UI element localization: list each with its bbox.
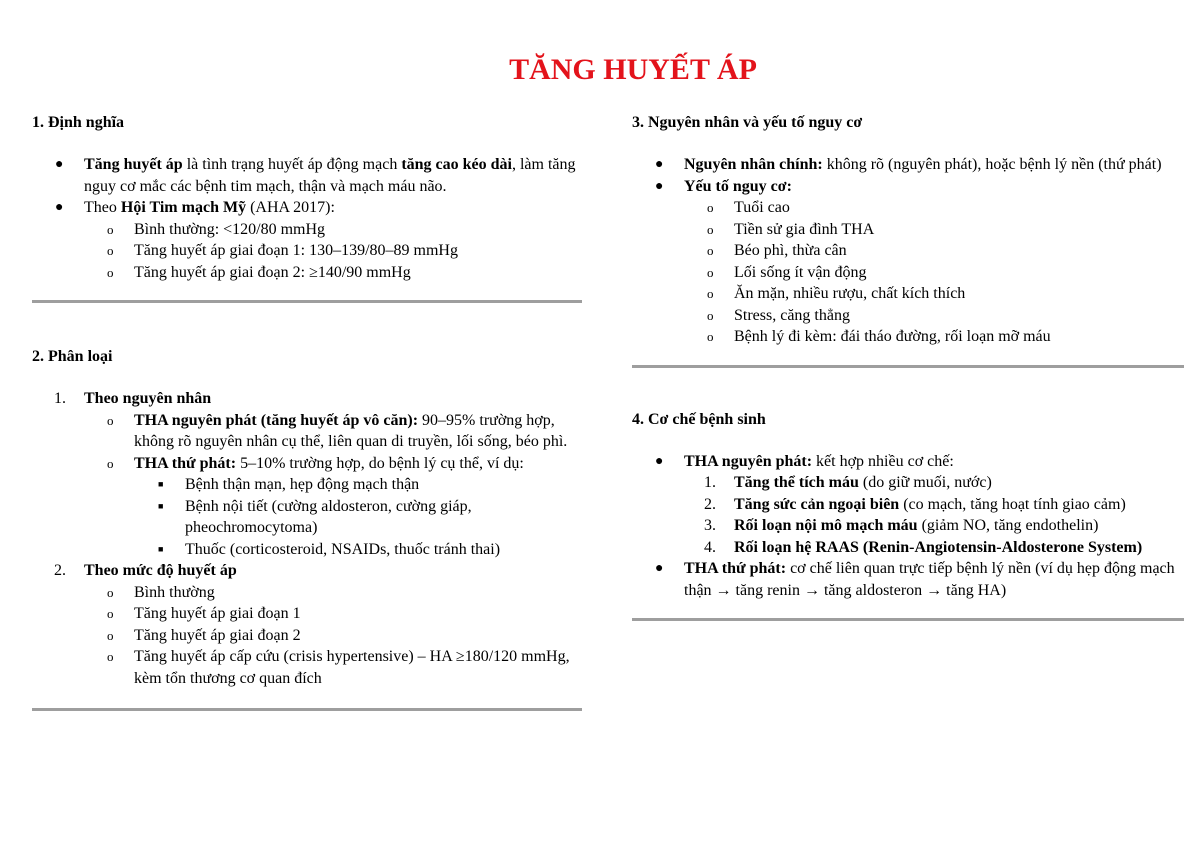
section-divider <box>632 618 1184 621</box>
circle-bullet-icon: o <box>107 264 114 280</box>
section-divider <box>32 708 582 711</box>
square-bullet-icon: ■ <box>158 500 164 511</box>
bullet-icon: ● <box>55 200 64 215</box>
section-divider <box>632 365 1184 368</box>
list-item: o THA thứ phát: 5–10% trường hợp, do bệnh lý cụ thể, ví dụ: <box>32 453 582 475</box>
list-item: o Tăng huyết áp cấp cứu (crisis hypertensive) – HA ≥180/120 mmHg, kèm tổn thương cơ quan đích <box>107 648 570 687</box>
classification-list <box>32 388 582 689</box>
square-bullet-icon: ■ <box>158 479 164 489</box>
bullet-icon: ● <box>55 157 64 172</box>
list-item: o Tiền sử gia đình THA <box>632 219 1184 241</box>
section-divider <box>32 300 582 303</box>
list-item: o Bệnh lý đi kèm: đái tháo đường, rối loạn mỡ máu <box>632 326 1184 348</box>
list-item: o Tăng huyết áp giai đoạn 2 <box>32 625 582 647</box>
list-item: ■ Bệnh nội tiết (cường aldosteron, cường giáp, pheochromocytoma) <box>158 497 472 536</box>
bullet-icon: ● <box>655 157 664 172</box>
list-item: o Stress, căng thẳng <box>632 305 1184 327</box>
circle-bullet-icon: o <box>707 243 714 258</box>
section-pathogenesis <box>632 409 1184 622</box>
list-item: o Tăng huyết áp giai đoạn 1: 130–139/80–89 mmHg <box>32 240 582 262</box>
list-item: ● Yếu tố nguy cơ: <box>632 176 1184 198</box>
circle-bullet-icon: o <box>107 584 114 600</box>
list-item: o Tuổi cao <box>632 197 1184 219</box>
circle-bullet-icon: o <box>707 200 714 215</box>
list-item: o Tăng huyết áp giai đoạn 2: ≥140/90 mmHg <box>32 262 582 284</box>
circle-bullet-icon: o <box>107 649 114 664</box>
list-item: o THA nguyên phát (tăng huyết áp vô căn): 90–95% trường hợp, không rõ nguyên nhân cụ thể, liên quan di truyền, lối sống, béo phì. <box>107 411 568 450</box>
list-item: ● Nguyên nhân chính: không rõ (nguyên phát), hoặc bệnh lý nền (thứ phát) <box>632 154 1184 176</box>
list-item: ■ Thuốc (corticosteroid, NSAIDs, thuốc tránh thai) <box>32 539 582 561</box>
list-item: ■ Bệnh thận mạn, hẹp động mạch thận <box>32 474 582 496</box>
circle-bullet-icon: o <box>107 455 114 471</box>
section-causes <box>632 112 1184 368</box>
list-item: ● THA thứ phát: cơ chế liên quan trực tiếp bệnh lý nền (ví dụ hẹp động mạch thận → tăng renin → tăng aldosteron → tăng HA) <box>655 560 1175 599</box>
section-heading: 1. Định nghĩa <box>32 114 125 131</box>
list-item: o Béo phì, thừa cân <box>632 240 1184 262</box>
circle-bullet-icon: o <box>107 606 114 621</box>
list-item: ● Theo Hội Tim mạch Mỹ (AHA 2017): <box>32 197 582 219</box>
list-item: 2. Tăng sức cản ngoại biên (co mạch, tăng hoạt tính giao cảm) <box>704 495 1126 513</box>
bullet-icon: ● <box>655 178 664 194</box>
list-item: ● Tăng huyết áp là tình trạng huyết áp động mạch tăng cao kéo dài, làm tăng nguy cơ mắc các bệnh tim mạch, thận và mạch máu não. <box>55 156 576 195</box>
list-item: 1. Theo nguyên nhân <box>54 390 212 407</box>
section-definition <box>32 112 582 303</box>
circle-bullet-icon: o <box>707 221 714 237</box>
left-column <box>32 112 582 711</box>
circle-bullet-icon: o <box>107 412 114 428</box>
square-bullet-icon: ■ <box>158 543 164 554</box>
circle-bullet-icon: o <box>707 329 714 344</box>
list-item: o Ăn mặn, nhiều rượu, chất kích thích <box>632 283 1184 305</box>
bullet-icon: ● <box>655 453 664 469</box>
section-heading: 2. Phân loại <box>32 348 113 365</box>
page-title: TĂNG HUYẾT ÁP <box>509 53 757 86</box>
circle-bullet-icon: o <box>107 627 114 643</box>
causes-list <box>632 154 1184 348</box>
list-item: 4. Rối loạn hệ RAAS (Renin-Angiotensin-Aldosterone System) <box>704 538 1143 556</box>
bullet-icon: ● <box>655 561 664 576</box>
section-heading: 3. Nguyên nhân và yếu tố nguy cơ <box>632 114 863 131</box>
list-item: 2. Theo mức độ huyết áp <box>54 562 237 579</box>
list-item: o Tăng huyết áp giai đoạn 1 <box>32 603 582 625</box>
list-item: 3. Rối loạn nội mô mạch máu (giảm NO, tăng endothelin) <box>704 517 1099 534</box>
circle-bullet-icon: o <box>107 243 114 258</box>
section-heading: 4. Cơ chế bệnh sinh <box>632 410 766 428</box>
list-item: 1. Tăng thể tích máu (do giữ muối, nước) <box>704 474 992 491</box>
list-item: ● THA nguyên phát: kết hợp nhiều cơ chế: <box>632 451 1184 473</box>
circle-bullet-icon: o <box>107 221 114 237</box>
circle-bullet-icon: o <box>707 264 714 280</box>
list-item: o Bình thường: <120/80 mmHg <box>32 219 582 241</box>
list-item: o Bình thường <box>32 582 582 604</box>
definition-list <box>32 154 582 283</box>
pathogenesis-list <box>632 451 1184 602</box>
right-column <box>632 112 1184 621</box>
circle-bullet-icon: o <box>707 307 714 323</box>
list-item: o Lối sống ít vận động <box>632 262 1184 284</box>
section-classification <box>32 346 582 711</box>
circle-bullet-icon: o <box>707 286 714 301</box>
